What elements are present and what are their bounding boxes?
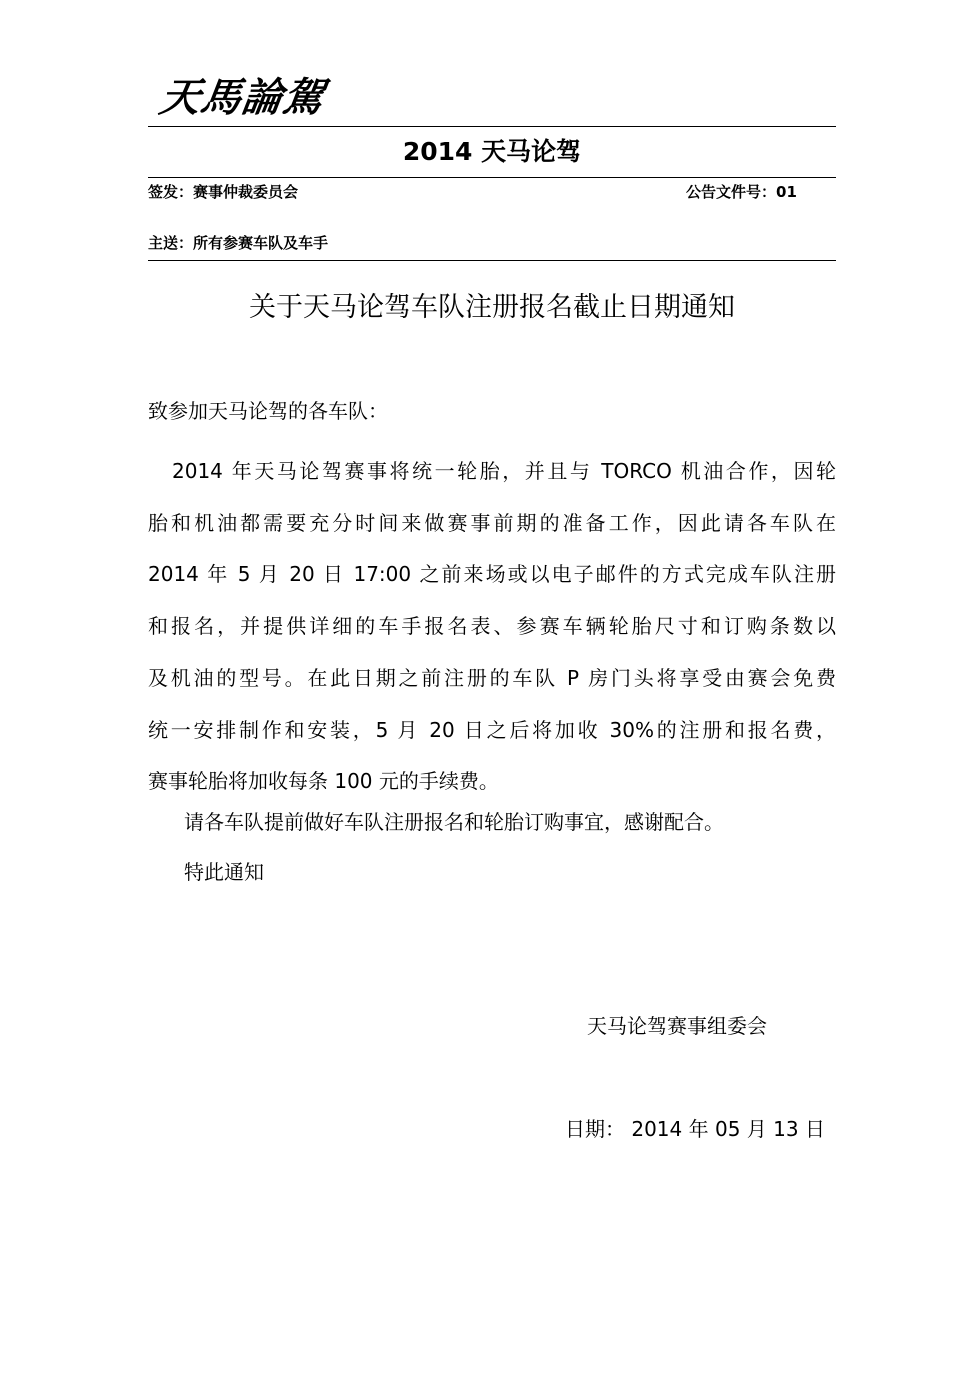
body-paragraph	[148, 446, 836, 808]
body-line: 赛事轮胎将加收每条 100 元的手续费。	[148, 769, 499, 794]
notice-title: 关于天马论驾车队注册报名截止日期通知	[249, 292, 735, 323]
body-line: 胎和机油都需要充分时间来做赛事前期的准备工作，因此请各车队在	[148, 510, 836, 535]
date-line: 日期： 2014 年 05 月 13 日	[565, 1117, 825, 1141]
header-title: 2014 天马论驾	[402, 137, 582, 166]
body-line: 2014 年天马论驾赛事将统一轮胎，并且与 TORCO 机油合作，因轮	[172, 459, 836, 483]
doc-number: 公告文件号：01	[686, 183, 797, 201]
closing-line: 特此通知	[184, 860, 264, 884]
body-line: 和报名，并提供详细的车手报名表、参赛车辆轮胎尺寸和订购条数以	[148, 614, 836, 639]
signature: 天马论驾赛事组委会	[587, 1014, 767, 1038]
issuer-line: 签发：赛事仲裁委员会	[148, 183, 299, 201]
request-line: 请各车队提前做好车队注册报名和轮胎订购事宜，感谢配合。	[184, 810, 724, 834]
header-mid-rule	[148, 177, 836, 178]
body-line: 统一安排制作和安装，5 月 20 日之后将加收 30%的注册和报名费，	[148, 717, 836, 742]
body-line: 2014 年 5 月 20 日 17:00 之前来场或以电子邮件的方式完成车队注册	[148, 562, 836, 587]
header-top-rule	[148, 126, 836, 127]
body-line: 及机油的型号。在此日期之前注册的车队 P 房门头将享受由赛会免费	[148, 665, 836, 690]
salutation: 致参加天马论驾的各车队：	[148, 399, 388, 423]
logo: 天馬論駕	[156, 74, 328, 121]
header-bottom-rule	[148, 260, 836, 261]
recipients-line: 主送：所有参赛车队及车手	[148, 234, 329, 252]
